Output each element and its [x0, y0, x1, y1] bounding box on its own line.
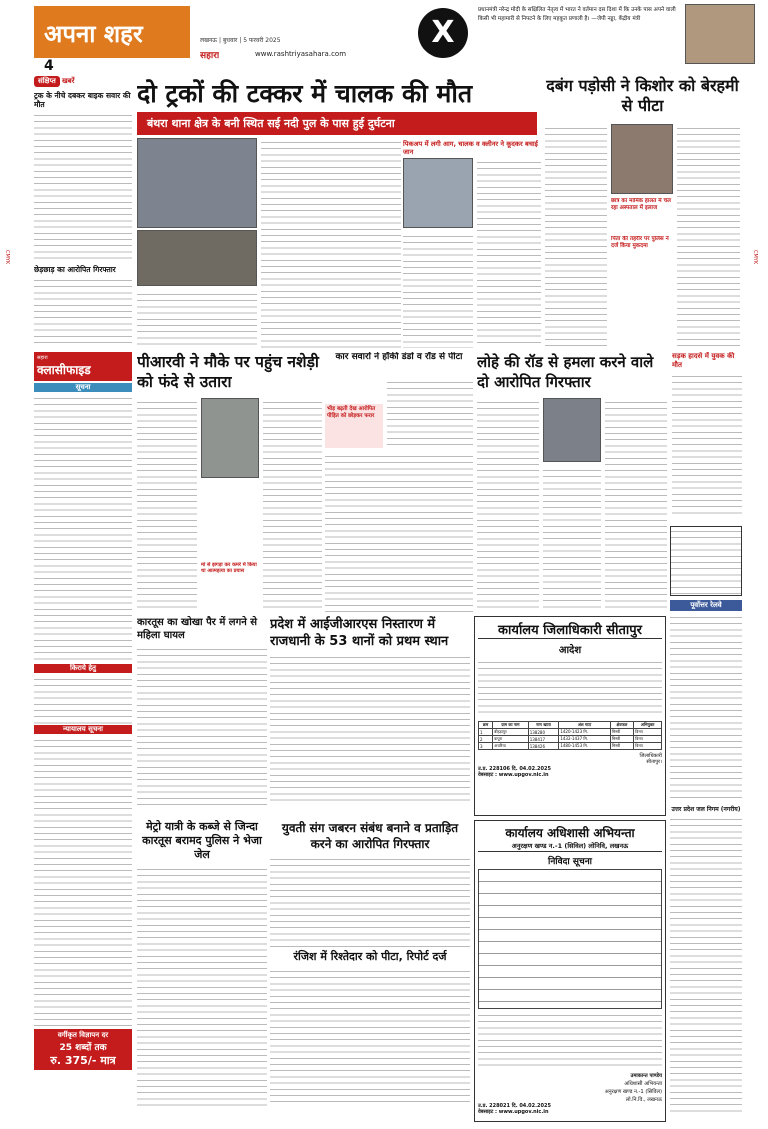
- lead-subhead: बंथरा थाना क्षेत्र के बनी स्थित सई नदी पुल के पास हुई दुर्घटना: [147, 117, 395, 130]
- classified-ad-box: [34, 1029, 132, 1070]
- table-cell: अचरिया: [493, 743, 529, 750]
- classified-ad-price: रु. 375/- मात्र: [50, 1054, 116, 1067]
- story-abuse-arrest: [270, 820, 470, 1120]
- notice2-table: [478, 869, 662, 1009]
- lead-body: [261, 138, 401, 348]
- notice1-sign-role: जिलाधिकारी: [639, 753, 662, 759]
- brief-body-2: [34, 276, 132, 346]
- story2-headline: पिकअप में लगी आग, चालक व क्लीनर ने कूदकर बचाई जान: [403, 140, 538, 156]
- table-cell: 1480-1453 मि.: [559, 743, 611, 750]
- story12-body: [270, 967, 470, 1105]
- lead-subhead-band: [137, 112, 537, 135]
- x-letter: X: [431, 15, 455, 50]
- story-metro-cartridge: [137, 820, 267, 1120]
- story5-body-top: [387, 378, 473, 450]
- notice1-table-header: [479, 722, 662, 729]
- story-igrs-ranking: [270, 616, 470, 816]
- cmyk-marker-left: CMYK: [4, 250, 10, 265]
- notice1-sign-place: सीतापुर।: [646, 759, 662, 765]
- dateline: लखनऊ | बुधवार | 5 फरवरी 2025: [200, 37, 281, 44]
- notice1-th: अभियुक्त: [634, 722, 662, 729]
- story-pickup-fire: [403, 140, 541, 348]
- story6-body-2: [543, 466, 601, 612]
- notice2-footer: [478, 1103, 662, 1115]
- story2-photo: [403, 158, 473, 228]
- table-cell: 138426: [528, 743, 559, 750]
- notice3-title: पूर्वोत्तर रेलवे: [670, 600, 742, 611]
- paper-logo: सहारा: [200, 51, 220, 61]
- notice-dm-sitapur: [474, 616, 666, 816]
- notice2-sign-role: अधिशासी अभियन्ता: [624, 1081, 662, 1087]
- notice1-footer-web: वेबसाइट : www.upgov.nic.in: [478, 772, 549, 778]
- table-cell: 138417: [528, 736, 559, 743]
- story9-body: [270, 653, 470, 803]
- lead-photo-1: [137, 138, 257, 228]
- table-cell: 1420-1423 मि.: [559, 729, 611, 736]
- notice1-th: क्रम: [479, 722, 493, 729]
- table-cell: 1: [479, 729, 493, 736]
- story6-photo: [543, 398, 601, 462]
- story12-headline: रंजिश में रिश्तेदार को पीटा, रिपोर्ट दर्ज: [293, 950, 447, 963]
- story2-body-2: [403, 232, 473, 348]
- table-cell: मिस्त्री: [610, 729, 633, 736]
- x-logo: [418, 8, 468, 58]
- cmyk-marker-right: CMYK: [752, 250, 758, 265]
- story3-pull-1-text: छात्र का मामिक हालत में चल रहा अस्पताल में इलाज: [611, 198, 671, 211]
- story3-photo: [611, 124, 673, 194]
- story7-headline: सड़क हादसे में युवक की मौत: [672, 352, 735, 369]
- section-title: अपना शहर: [44, 20, 143, 48]
- story3-body-b: [677, 124, 740, 348]
- table-cell: विनय: [634, 729, 662, 736]
- table-cell: मिस्त्री: [610, 736, 633, 743]
- table-row: [479, 729, 662, 736]
- notice2-title: कार्यालय अधिशासी अभियन्ता: [505, 826, 635, 840]
- table-cell: 138280: [528, 729, 559, 736]
- classified-ad-rate: 25 शब्दों तक: [59, 1043, 107, 1053]
- lead-headline: दो ट्रकों की टक्कर में चालक की मौत: [137, 79, 473, 108]
- story9-headline: प्रदेश में आईजीआरएस निस्तारण में राजधानी के 53 थानों को प्रथम स्थान: [270, 617, 449, 649]
- day: बुधवार: [222, 37, 238, 44]
- notice-right-column: [670, 526, 742, 1122]
- notice3-body-head: उत्तर प्रदेश जल निगम (नगरीय): [671, 806, 741, 813]
- story6-body-3: [605, 398, 667, 612]
- table-cell: 3: [479, 743, 493, 750]
- brief-column: [34, 76, 132, 346]
- classified-tag: सहारा: [37, 355, 48, 361]
- table-cell: विनय: [634, 736, 662, 743]
- table-cell: 2: [479, 736, 493, 743]
- story3-headline: दबंग पड़ोसी ने किशोर को बेरहमी से पीटा: [546, 76, 739, 115]
- story-cartridge-injury: [137, 616, 267, 816]
- notice1-body: [478, 658, 662, 718]
- story3-pull-2: [611, 236, 673, 272]
- story6-headline: लोहे की रॉड से हमला करने वाले दो आरोपित गिरफ्तार: [477, 353, 654, 391]
- notice1-sign: [478, 753, 662, 765]
- story3-pull-1: [611, 198, 673, 232]
- story8-body: [137, 645, 267, 810]
- story5-headline: कार सवारों ने हॉकी डंडों व रॉड से पीटा: [335, 352, 463, 362]
- classified-header: [34, 352, 132, 381]
- notice2-body: [478, 1011, 662, 1069]
- story11-headline: युवती संग जबरन संबंध बनाने व प्रताड़ित करने का आरोपित गिरफ्तार: [281, 821, 459, 851]
- year: 2025: [265, 37, 281, 44]
- story3-body-a: [545, 124, 607, 348]
- story4-photo: [201, 398, 259, 478]
- table-cell: बीहड़ापुर: [493, 729, 529, 736]
- classified-legal-title: न्यायालय सूचना: [34, 725, 132, 734]
- table-cell: मिस्त्री: [610, 743, 633, 750]
- table-row: [479, 743, 662, 750]
- notice2-footer-web: वेबसाइट : www.upgov.nic.in: [478, 1109, 549, 1115]
- city: लखनऊ: [200, 37, 218, 44]
- notice2-sign-place: लो.नि.वि., लखनऊ: [625, 1097, 662, 1103]
- story5-body: [325, 452, 473, 612]
- classified-ad-banner: वर्गीकृत विज्ञापन दर: [57, 1031, 109, 1039]
- classified-subtitle: सूचना: [34, 383, 132, 392]
- notice1-title: कार्यालय जिलाधिकारी सीतापुर: [478, 620, 662, 639]
- table-cell: कपूरा: [493, 736, 529, 743]
- classified-body-2: [34, 675, 132, 725]
- story2-body: [477, 158, 541, 348]
- table-row: [479, 736, 662, 743]
- masthead-quote: प्रधानमंत्री नरेन्द्र मोदी के सक्षिलित नेतृत्व में भारत ने वर्तमान दस दिशा में कि उनके पास अपने वाली किसी भी महामारी से निपटने के लिए महकूत प्रणाली है। —जेपी नड्डा, केंद्रीय मंत्री: [478, 7, 676, 22]
- brief-tag-label: संक्षिप्त: [34, 76, 60, 87]
- story-neighbour-assault: [545, 76, 740, 348]
- minister-photo: [685, 4, 755, 64]
- story4-caption-text: मां से झगड़ा कर कमरे में किया था आत्महत्या का प्रयास: [201, 562, 257, 575]
- classified-rent-title: किराये हेतु: [34, 664, 132, 673]
- notice1-footer-left: उ.प्र. 228106 दि. 04.02.2025: [478, 766, 551, 772]
- story4-headline: पीआरवी ने मौके पर पहुंच नशेड़ी को फंदे से उतारा: [137, 353, 319, 391]
- table-cell: 1432-1437 मि.: [559, 736, 611, 743]
- story6-body: [477, 398, 539, 612]
- notice2-section: निविदा सूचना: [547, 857, 593, 867]
- notice1-table: [478, 721, 662, 750]
- story4-caption: [201, 562, 259, 584]
- story7-body: [672, 372, 742, 517]
- notice1-section: आदेश: [558, 645, 582, 656]
- lead-photo-2: [137, 230, 257, 286]
- notice2-sign-name: उमाकान्त पाण्डेय: [630, 1073, 662, 1079]
- brief-headline-2: छेड़छाड़ का आरोपित गिरफ्तार: [34, 265, 116, 274]
- notice2-sign-dept: अनुरक्षण खण्ड न.-1 (सिविल): [604, 1089, 662, 1095]
- notice1-th: ग्राम का नाम: [493, 722, 529, 729]
- notice-pwd-tender: [474, 820, 666, 1122]
- notice1-th: नाम खाता: [528, 722, 559, 729]
- website-link[interactable]: www.rashtriyasahara.com: [255, 50, 347, 58]
- lead-body-2: [137, 290, 257, 348]
- masthead: [0, 0, 768, 72]
- notice3-body-2: [670, 815, 742, 1115]
- brief-tag: [34, 76, 132, 87]
- classified-title: क्लासीफाइड: [37, 363, 91, 377]
- section-title-box: [34, 6, 190, 58]
- story10-body: [137, 865, 267, 1110]
- story11-body: [270, 855, 470, 947]
- story-road-accident: [672, 352, 742, 522]
- story-rod-attack: [477, 352, 667, 612]
- story-hockey-attack: [325, 352, 473, 612]
- notice1-th: अंश गाटा: [559, 722, 611, 729]
- notice3-body-1: [670, 613, 742, 803]
- notice1-th: क्षेत्रफल: [610, 722, 633, 729]
- notice2-subtitle: अनुरक्षण खण्ड न.-1 (सिविल) लोनिवि, लखनऊ: [478, 841, 662, 852]
- story4-body: [137, 398, 197, 612]
- classified-body-1: [34, 394, 132, 664]
- date: 5 फरवरी: [243, 37, 264, 44]
- brief-body-1: [34, 111, 132, 261]
- notice2-sign: [478, 1071, 662, 1103]
- story-prv-rescue: [137, 352, 322, 612]
- notice1-footer: [478, 766, 662, 778]
- story4-body-2: [263, 398, 322, 612]
- notice-ad-box: [670, 526, 742, 596]
- story10-headline: मेट्रो यात्री के कब्जे से जिन्दा कारतूस बरामद पुलिस ने भेजा जेल: [142, 820, 262, 861]
- story5-pull-text: भीड़ बढ़ती देख आरोपित पीड़ित को छोड़कर फरार: [327, 406, 376, 419]
- brief-tag-label2: खबरें: [61, 77, 75, 85]
- story3-pull-2-text: पिता की तहरीर पर पुलिस ने दर्ज किया मुकदमा: [611, 236, 669, 249]
- table-cell: विनय: [634, 743, 662, 750]
- story8-headline: कारतूस का खोखा पैर में लगने से महिला घायल: [137, 617, 257, 641]
- brief-headline-1: ट्रक के नीचे दबकर बाइक सवार की मौत: [34, 91, 131, 109]
- classified-column: [34, 352, 132, 1122]
- notice2-footer-left: उ.प्र. 228021 दि. 04.02.2025: [478, 1103, 551, 1109]
- page-number: 4: [44, 58, 54, 72]
- classified-body-3: [34, 736, 132, 1026]
- story5-pull: [325, 404, 383, 448]
